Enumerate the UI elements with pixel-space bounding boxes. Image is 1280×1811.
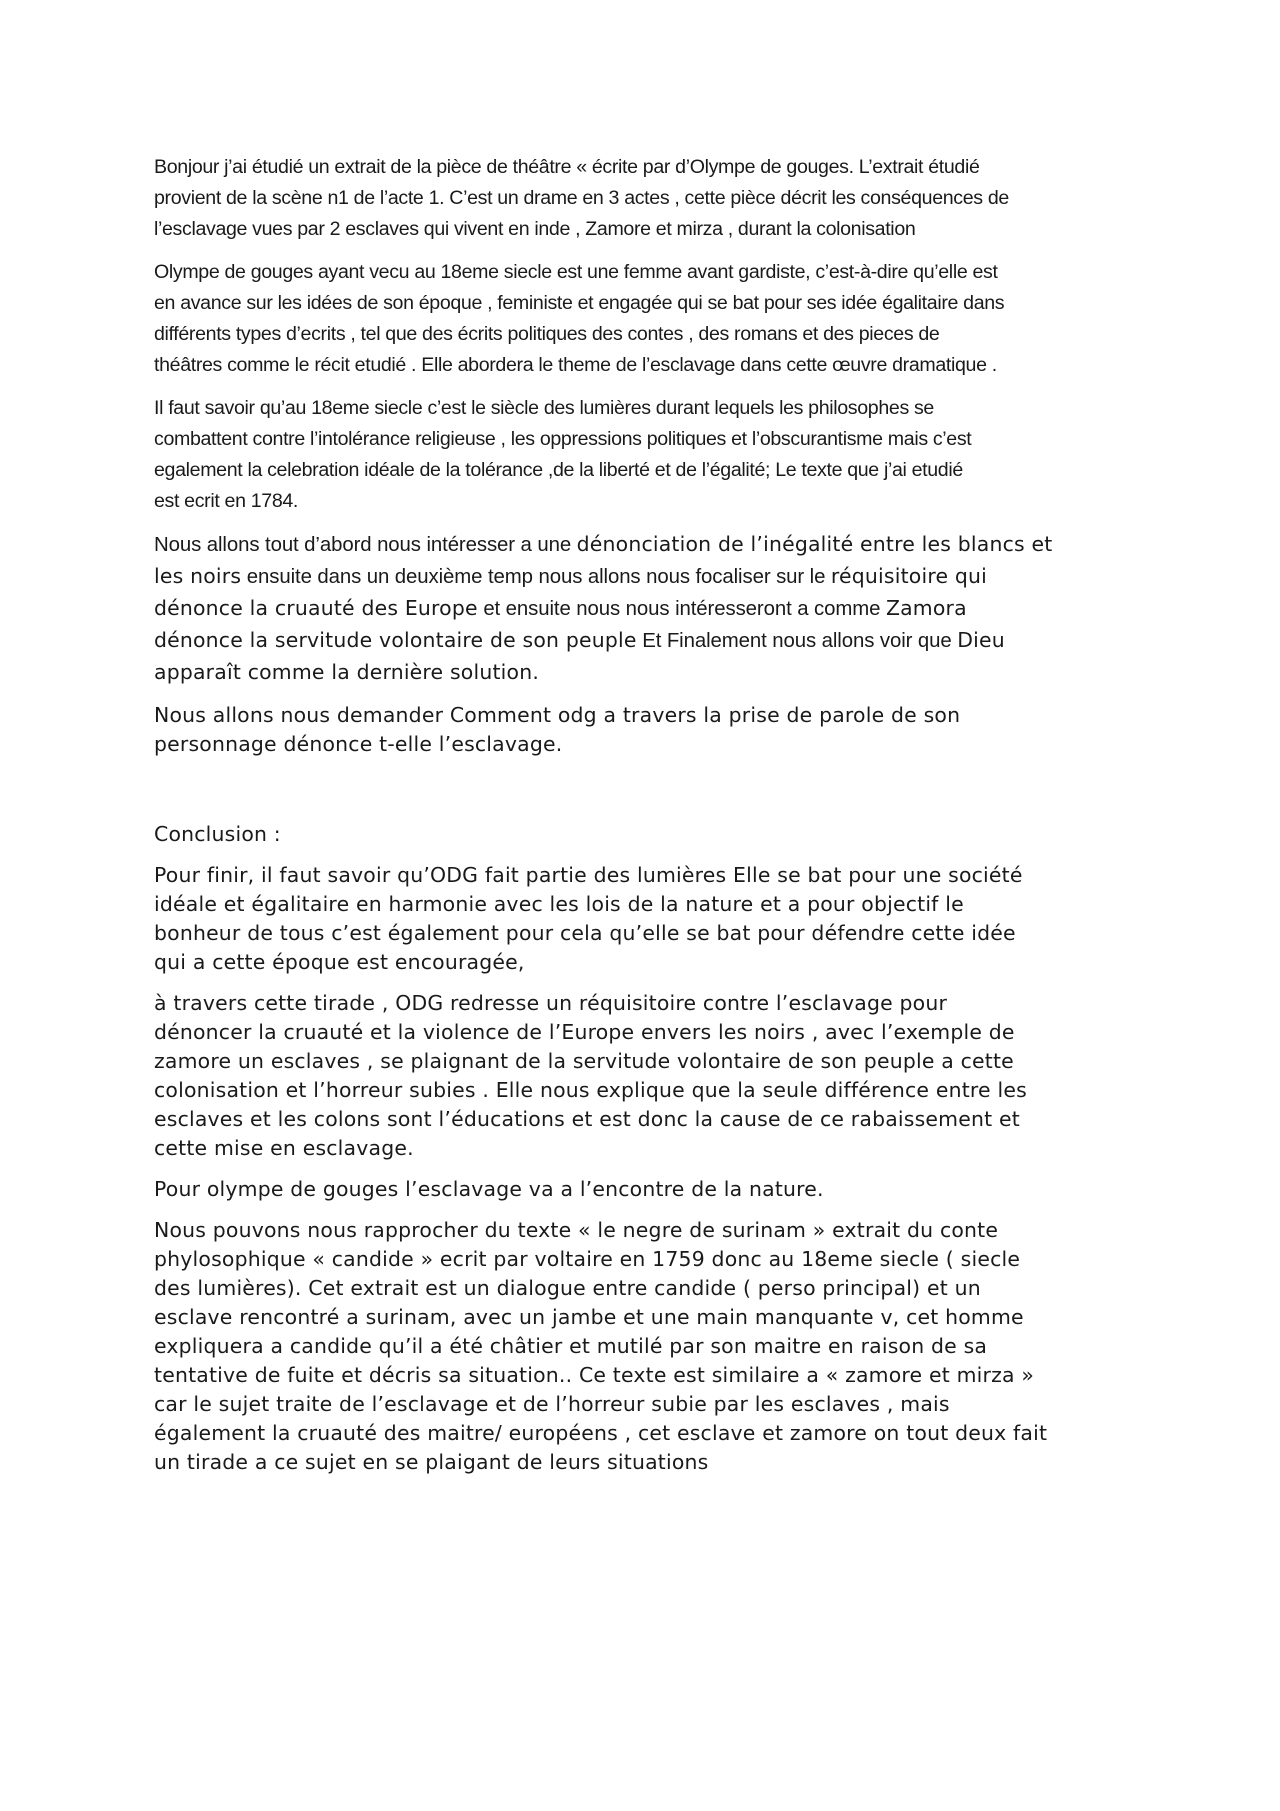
intro-paragraph-2: Olympe de gouges ayant vecu au 18eme siecle est une femme avant gardiste, c’est-à-dire qu’elle est en avance sur les idées de son époque , feministe et engagée qui se bat pour ses idée égalitaire dans différents types d’ecrits , tel que des écrits politiques des contes , des romans et des pieces de théâtres comme le récit etudié . Elle abordera le theme de l’esclavage dans cette œuvre dramatique . (154, 261, 1005, 376)
conclusion-paragraph-1: Pour finir, il faut savoir qu’ODG fait partie des lumières Elle se bat pour une société idéale et égalitaire en harmonie avec les lois de la nature et a pour objectif le bonheur de tous c’est également pour cela qu’elle se bat pour défendre cette idée qui a cette époque est encouragée, (154, 863, 1023, 974)
plan-text-segment: Et Finalement nous allons voir que (636, 630, 958, 652)
plan-text-segment: et ensuite nous nous intéresseront a comme (477, 598, 886, 620)
conclusion-paragraph-2: à travers cette tirade , ODG redresse un réquisitoire contre l’esclavage pour dénoncer la cruauté et la violence de l’Europe envers les noirs , avec l’exemple de zamore un esclaves , se plaignant de la servitude volontaire de son peuple a cette colonisation et l’horreur subies . Elle nous explique que la seule différence entre les esclaves et les colons sont l’éducations et est donc la cause de ce rabaissement et cette mise en esclavage. (154, 991, 1027, 1160)
problematique-paragraph: Nous allons nous demander Comment odg a travers la prise de parole de son personnage dénonce t-elle l’esclavage. (154, 703, 961, 756)
conclusion-paragraph-3: Pour olympe de gouges l’esclavage va a l’encontre de la nature. (154, 1177, 824, 1201)
section-spacer (154, 771, 1136, 820)
plan-part-1: dénonciation de l’inégalité entre les blancs et les noirs (154, 532, 1053, 588)
plan-text-segment: ensuite dans un deuxième temp nous allons nous focaliser sur le (241, 566, 831, 588)
plan-part-3: Zamora dénonce la servitude volontaire de son peuple (154, 596, 967, 652)
plan-paragraph (154, 529, 1136, 689)
intro-paragraph-1: Bonjour j’ai étudié un extrait de la pièce de théâtre « écrite par d’Olympe de gouges. L’extrait étudié provient de la scène n1 de l’acte 1. C’est un drame en 3 actes , cette pièce décrit les conséquences de l’esclavage vues par 2 esclaves qui vivent en inde , Zamore et mirza , durant la colonisation (154, 156, 1009, 240)
conclusion-paragraph-4: Nous pouvons nous rapprocher du texte « le negre de surinam » extrait du conte phylosophique « candide » ecrit par voltaire en 1759 donc au 18eme siecle ( siecle des lumières). Cet extrait est un dialogue entre candide ( perso principal) et un esclave rencontré a surinam, avec un jambe et une main manquante v, cet homme expliquera a candide qu’il a été châtier et mutilé par son maitre en raison de sa tentative de fuite et décris sa situation.. Ce texte est similaire a « zamore et mirza » car le sujet traite de l’esclavage et de l’horreur subie par les esclaves , mais également la cruauté des maitre/ européens , cet esclave et zamore on tout deux fait un tirade a ce sujet en se plaigant de leurs situations (154, 1218, 1048, 1474)
conclusion-heading: Conclusion : (154, 822, 281, 846)
plan-part-2: réquisitoire qui dénonce la cruauté des Europe (154, 564, 988, 620)
plan-part-4: Dieu apparaît comme la dernière solution. (154, 628, 1005, 684)
plan-text-segment: Nous allons tout d’abord nous intéresser a une (154, 534, 577, 556)
document-body (154, 152, 1136, 1489)
intro-paragraph-3: Il faut savoir qu’au 18eme siecle c’est le siècle des lumières durant lequels les philosophes se combattent contre l’intolérance religieuse , les oppressions politiques et l’obscurantisme mais c’est egalement la celebration idéale de la tolérance ,de la liberté et de l’égalité; Le texte que j’ai etudié est ecrit en 1784. (154, 397, 972, 512)
